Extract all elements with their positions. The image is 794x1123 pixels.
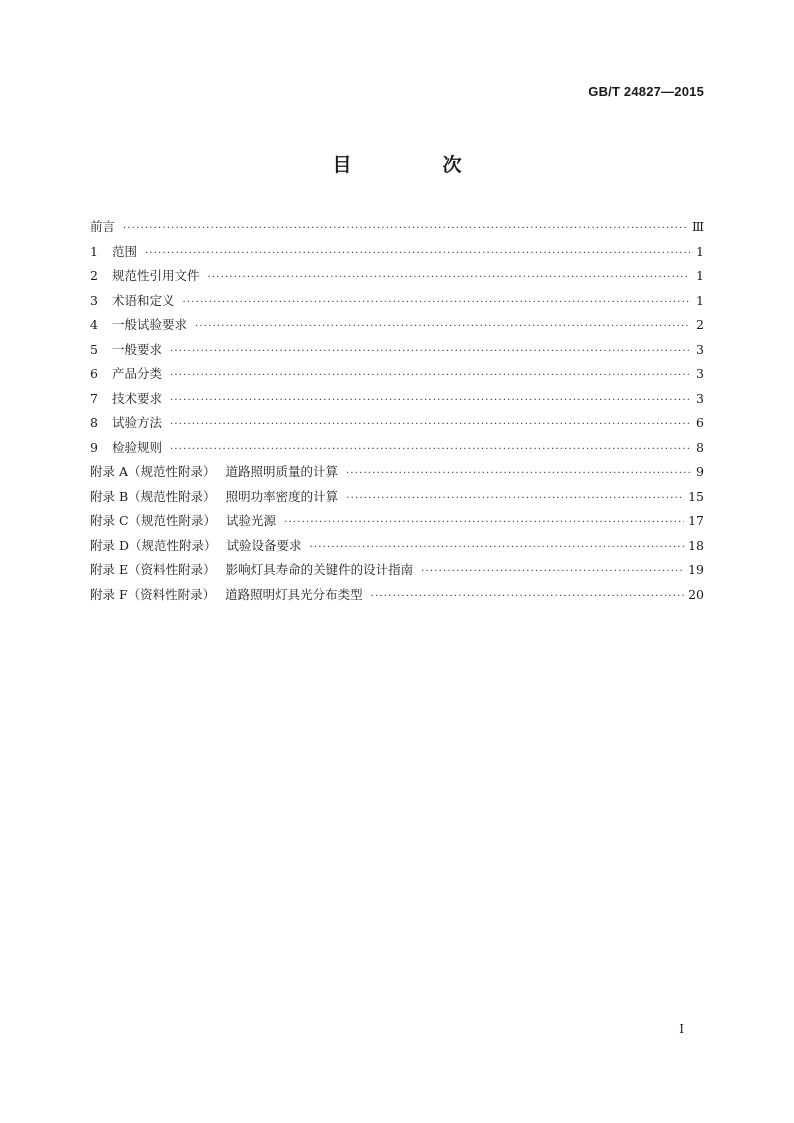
toc-entry-page: 15 xyxy=(688,488,704,504)
toc-entry-number: 5 xyxy=(90,341,98,357)
toc-entry-page: 9 xyxy=(696,464,704,479)
toc-entry-label xyxy=(90,362,162,387)
toc-entry-title: 术语和定义 xyxy=(112,292,175,308)
toc-entry-subtitle: 试验设备要求 xyxy=(226,537,302,553)
toc-entry-title: 附录 F（资料性附录） xyxy=(90,586,216,602)
toc-entry-title: 附录 D（规范性附录） xyxy=(90,537,217,553)
toc-entry-title: 试验方法 xyxy=(112,415,163,430)
toc-entry-page: 1 xyxy=(696,292,704,308)
toc-entry[interactable] xyxy=(90,411,704,436)
toc-entry-title: 一般试验要求 xyxy=(112,317,188,332)
toc-entry-page: 3 xyxy=(696,341,704,357)
toc-leader-dots xyxy=(208,266,690,291)
toc-entry-page: 6 xyxy=(696,415,704,430)
toc-leader-dots xyxy=(183,291,690,316)
toc-title: 目 次 xyxy=(332,154,498,176)
table-of-contents xyxy=(90,215,704,607)
toc-entry-number: 8 xyxy=(90,415,98,430)
toc-entry-title: 附录 A（规范性附录） xyxy=(90,464,216,479)
standard-code: GB/T 24827—2015 xyxy=(588,84,704,99)
toc-leader-dots xyxy=(170,340,690,365)
toc-entry-number: 1 xyxy=(90,243,98,259)
toc-entry[interactable] xyxy=(90,436,704,461)
toc-entry[interactable] xyxy=(90,313,704,338)
toc-leader-dots xyxy=(310,536,685,561)
toc-entry[interactable] xyxy=(90,362,704,387)
toc-entry-label xyxy=(90,313,187,338)
toc-entry-title: 规范性引用文件 xyxy=(112,268,200,283)
toc-entry[interactable] xyxy=(90,264,704,289)
toc-entry-title: 检验规则 xyxy=(112,439,163,455)
toc-entry-label xyxy=(90,485,338,510)
toc-entry-number: 3 xyxy=(90,292,98,308)
toc-entry-label xyxy=(90,264,200,289)
toc-entry-title: 附录 B（规范性附录） xyxy=(90,488,216,504)
toc-entry-number: 6 xyxy=(90,366,98,381)
toc-entry-label xyxy=(90,240,137,265)
toc-leader-dots xyxy=(346,462,690,487)
toc-entry-page: 19 xyxy=(688,562,704,577)
toc-leader-dots xyxy=(170,438,690,463)
toc-leader-dots xyxy=(284,511,684,536)
toc-entry-page: 1 xyxy=(696,268,704,283)
toc-entry-title: 产品分类 xyxy=(112,366,163,381)
toc-entry-label xyxy=(90,460,338,485)
toc-entry[interactable] xyxy=(90,215,704,240)
toc-entry[interactable] xyxy=(90,240,704,265)
page-number: I xyxy=(679,1022,684,1036)
toc-entry-subtitle: 照明功率密度的计算 xyxy=(225,488,339,504)
toc-entry-label xyxy=(90,583,363,608)
toc-entry-label xyxy=(90,436,162,461)
toc-entry-page: 1 xyxy=(696,243,704,259)
toc-entry-number: 7 xyxy=(90,390,98,406)
toc-entry-subtitle: 试验光源 xyxy=(226,513,277,528)
toc-entry-label xyxy=(90,289,175,314)
toc-entry-number: 9 xyxy=(90,439,98,455)
toc-entry-label xyxy=(90,558,413,583)
toc-leader-dots xyxy=(346,487,684,512)
toc-entry-label xyxy=(90,509,276,534)
toc-entry-label xyxy=(90,411,162,436)
toc-entry-page: 2 xyxy=(696,317,704,332)
toc-entry-subtitle: 影响灯具寿命的关键件的设计指南 xyxy=(225,562,414,577)
toc-entry-label xyxy=(90,534,302,559)
toc-leader-dots xyxy=(123,217,688,242)
toc-entry-number: 2 xyxy=(90,268,98,283)
toc-entry[interactable] xyxy=(90,485,704,510)
toc-leader-dots xyxy=(371,585,684,610)
toc-entry[interactable] xyxy=(90,509,704,534)
toc-entry[interactable] xyxy=(90,387,704,412)
toc-entry-subtitle: 道路照明质量的计算 xyxy=(225,464,339,479)
toc-entry-page: 3 xyxy=(696,366,704,381)
toc-entry-title: 技术要求 xyxy=(112,390,163,406)
toc-entry-title: 附录 C（规范性附录） xyxy=(90,513,217,528)
toc-entry-title: 范围 xyxy=(112,243,138,259)
toc-entry-page: 3 xyxy=(696,390,704,406)
toc-entry-page: Ⅲ xyxy=(691,219,704,234)
toc-entry[interactable] xyxy=(90,289,704,314)
toc-leader-dots xyxy=(421,560,684,585)
toc-leader-dots xyxy=(195,315,690,340)
toc-entry-title: 一般要求 xyxy=(112,341,163,357)
toc-entry[interactable] xyxy=(90,460,704,485)
toc-leader-dots xyxy=(145,242,690,267)
toc-entry[interactable] xyxy=(90,558,704,583)
toc-entry-page: 18 xyxy=(688,537,704,553)
toc-entry-title: 附录 E（资料性附录） xyxy=(90,562,216,577)
toc-entry-label xyxy=(90,387,162,412)
toc-leader-dots xyxy=(170,413,690,438)
toc-entry-page: 8 xyxy=(696,439,704,455)
toc-entry[interactable] xyxy=(90,583,704,608)
toc-entry-label xyxy=(90,338,162,363)
toc-entry-page: 17 xyxy=(688,513,704,528)
toc-entry[interactable] xyxy=(90,338,704,363)
toc-entry[interactable] xyxy=(90,534,704,559)
toc-entry-subtitle: 道路照明灯具光分布类型 xyxy=(225,586,363,602)
toc-entry-title: 前言 xyxy=(90,219,116,234)
toc-entry-number: 4 xyxy=(90,317,98,332)
toc-leader-dots xyxy=(170,389,690,414)
toc-leader-dots xyxy=(170,364,690,389)
toc-entry-page: 20 xyxy=(688,586,704,602)
toc-entry-label xyxy=(90,215,115,240)
